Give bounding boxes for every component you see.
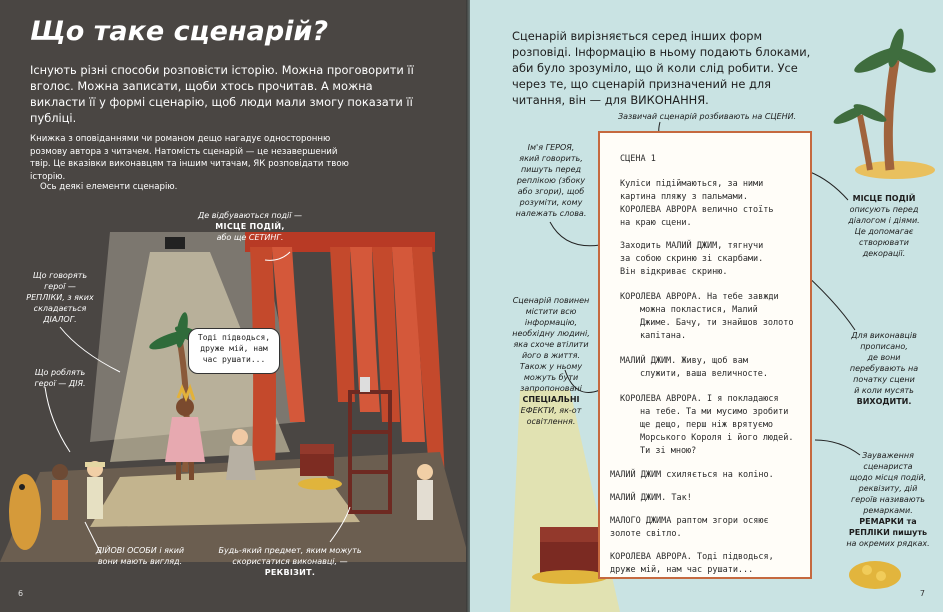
script-line: на краю сцени. [620, 218, 692, 228]
script-line: можна покластися, Малий [640, 305, 758, 315]
page-number-right: 7 [919, 589, 925, 598]
script-line: картина пляжу з пальмами. [620, 192, 748, 202]
script-line: Заходить МАЛИЙ ДЖИМ, тягнучи [620, 241, 764, 251]
annotation-performers: Для виконавців прописано, де вони перебувають на початку сцени й коли мусять ВИХОДИТИ. [849, 331, 919, 406]
script-line: СЦЕНА 1 [620, 154, 656, 164]
annotation-effects: Сценарій повинен містити всю інформацію, необхідну людині, яка схоче втілити його в життя. Також у ньому можуть бути запропоновані СПЕЦІАЛЬНІ ЕФЕКТИ, як-от освітлення. [512, 296, 590, 426]
script-line: Морського Короля і його людей. [640, 433, 794, 443]
note-paragraph: Книжка з оповіданнями чи романом дещо нагадує односторонню розмову автора з читачем. Натомість сценарій — це незавершений твір. Це вказівки виконавцям та іншим читачам, ЯК розповідати твою історію. [30, 134, 349, 182]
script-line: Джиме. Бачу, ти знайшов золото [640, 318, 794, 328]
lead-text: Ось деякі елементи сценарію. [40, 182, 178, 192]
script-line: за собою скриню зі скарбами. [620, 254, 764, 264]
script-line: КОРОЛЕВА АВРОРА. Тоді підводься, [610, 552, 774, 562]
script-line: МАЛИЙ ДЖИМ. Так! [610, 493, 692, 503]
script-line: на тебе. Та ми мусимо зробити [640, 407, 789, 417]
right-page [470, 0, 943, 612]
intro-paragraph: Існують різні способи розповісти історію. Можна проговорити її вголос. Можна записати, щоби хтось прочитав. А можна викласти її у формі сценарію, щоб люди мали змогу показати її публіці. [30, 63, 414, 125]
left-page [0, 0, 470, 612]
script-line: КОРОЛЕВА АВРОРА велично стоїть [620, 205, 774, 215]
script-line: золоте світло. [610, 529, 682, 539]
annotation-characters: ДІЙОВІ ОСОБИ і який вони мають вигляд. [95, 546, 185, 566]
script-page [598, 131, 812, 579]
annotation-props: Будь-який предмет, яким можуть скористатися виконавці, — РЕКВІЗИТ. [218, 546, 362, 577]
annotation-action: Що роблять герої — ДІЯ. [34, 368, 86, 388]
speech-bubble: Тоді підводься, друже мій, нам час рушати... [188, 328, 280, 374]
script-line: служити, ваша величносте. [640, 369, 768, 379]
page-number-left: 6 [18, 589, 24, 598]
annotation-place: МІСЦЕ ПОДІЙ описують перед діалогом і діями. Це допомагає створювати декорації. [848, 194, 920, 258]
script-line: КОРОЛЕВА АВРОРА. І я покладаюся [620, 394, 779, 404]
script-line: КОРОЛЕВА АВРОРА. На тебе завжди [620, 292, 779, 302]
script-line: МАЛИЙ ДЖИМ. Живу, щоб вам [620, 356, 748, 366]
script-line: капітана. [640, 331, 687, 341]
page-title: Що таке сценарій? [30, 16, 329, 47]
script-line: Куліси підіймаються, за ними [620, 179, 764, 189]
annotation-hero: Ім'я ГЕРОЯ, який говорить, пишуть перед реплікою (збоку або згори), щоб розуміти, кому належать слова. [515, 143, 587, 218]
script-line: МАЛОГО ДЖИМА раптом згори осяює [610, 516, 769, 526]
annotation-scenes: Зазвичай сценарій розбивають на СЦЕНИ. [618, 112, 797, 121]
script-line: ще дещо, перш ніж врятуємо [640, 420, 774, 430]
annotation-remarks: Зауваження сценариста щодо місця подій, реквізиту, дій героїв називають ремарками. РЕМАРКИ та РЕПЛІКИ пишуть на окремих рядках. [846, 451, 930, 548]
script-line: МАЛИЙ ДЖИМ схиляється на коліно. [610, 470, 774, 480]
annotation-setting: Де відбуваються події — МІСЦЕ ПОДІЙ, або ще СЕТИНГ. [198, 211, 302, 242]
annotation-dialog: Що говорять герої — РЕПЛІКИ, з яких складається ДІАЛОГ. [26, 271, 94, 324]
script-line: Ти зі мною? [640, 446, 697, 456]
script-line: Він відкриває скриню. [620, 267, 728, 277]
right-intro-paragraph: Сценарій вирізняється серед інших форм розповіді. Інформацію в ньому подають блоками, аби було зрозуміло, що й коли слід робити. Усе через те, що сценарій призначений не для читання, він — для ВИКОНАННЯ. [512, 29, 811, 107]
script-line: друже мій, нам час рушати... [610, 565, 754, 575]
